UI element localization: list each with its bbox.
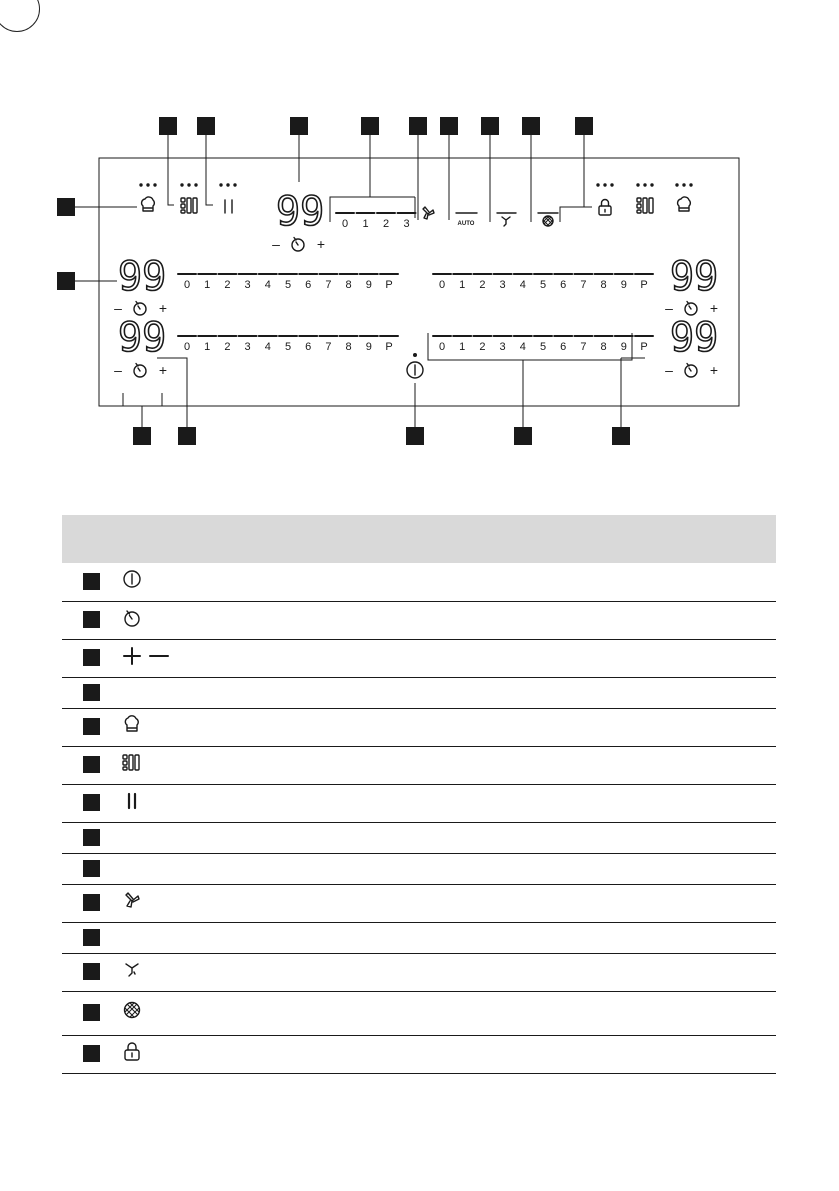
legend-row xyxy=(62,822,776,853)
number-marker xyxy=(83,894,100,911)
scale-label: 2 xyxy=(224,279,231,291)
scale-label: 7 xyxy=(325,341,332,353)
program-icon[interactable] xyxy=(181,198,197,213)
plus-minus-icon xyxy=(122,646,170,666)
legend-row xyxy=(62,991,776,1035)
scale-label: 7 xyxy=(580,341,587,353)
scale-label: 7 xyxy=(580,279,587,291)
pause-icon xyxy=(122,791,142,811)
timer-icon[interactable] xyxy=(134,302,146,316)
scale-label: 1 xyxy=(459,279,466,291)
indicator-dots xyxy=(219,183,236,186)
hood-fan-scale[interactable] xyxy=(336,213,416,230)
power-scale-right-top[interactable] xyxy=(433,274,653,291)
scale-label: 0 xyxy=(341,218,349,230)
lock-icon[interactable] xyxy=(599,200,611,216)
scale-label: 0 xyxy=(438,341,446,353)
legend-row xyxy=(62,784,776,822)
scale-label: 3 xyxy=(244,279,251,291)
scale-label: 9 xyxy=(365,279,372,291)
chef-hat-icon[interactable] xyxy=(142,197,155,211)
timer-icon[interactable] xyxy=(134,364,146,378)
power-scale-left-bottom[interactable] xyxy=(178,336,398,353)
scale-label: P xyxy=(640,341,648,353)
lock-icon xyxy=(122,1042,142,1062)
scale-label: P xyxy=(385,279,393,291)
number-marker xyxy=(83,684,100,701)
right-top-minus[interactable]: – xyxy=(665,300,673,316)
timer-icon[interactable] xyxy=(685,302,697,316)
auto-label: AUTO xyxy=(457,221,475,227)
scale-label: 9 xyxy=(620,279,627,291)
scale-label: 3 xyxy=(499,279,506,291)
legend-row xyxy=(62,746,776,784)
callout-squares-side xyxy=(57,198,75,290)
power-indicator-dot xyxy=(413,353,417,357)
legend-row xyxy=(62,953,776,991)
right-bottom-display: 99 xyxy=(670,315,719,361)
number-marker xyxy=(83,611,100,628)
right-bottom-plus[interactable]: + xyxy=(709,362,719,378)
legend-header-row xyxy=(62,515,776,563)
number-marker xyxy=(83,794,100,811)
timer-minus[interactable]: – xyxy=(272,236,280,252)
indicator-dots xyxy=(139,183,156,186)
pause-icon[interactable] xyxy=(225,200,232,213)
callout-squares-bottom xyxy=(133,427,630,445)
scale-label: 2 xyxy=(382,218,390,230)
number-marker xyxy=(83,573,100,590)
hood-light-icon[interactable] xyxy=(502,217,510,226)
hood-light-icon xyxy=(122,960,142,980)
left-top-display: 99 xyxy=(118,254,167,300)
scale-label: 3 xyxy=(244,341,251,353)
number-marker xyxy=(83,649,100,666)
timer-icon[interactable] xyxy=(685,364,697,378)
left-bottom-plus[interactable]: + xyxy=(158,362,168,378)
program-icon xyxy=(122,753,142,773)
scale-label: 3 xyxy=(403,218,410,230)
scale-label: 4 xyxy=(264,341,271,353)
indicator-dots xyxy=(675,183,692,186)
scale-label: 5 xyxy=(284,279,292,291)
legend-row xyxy=(62,1035,776,1073)
scale-label: 0 xyxy=(438,279,446,291)
scale-label: 6 xyxy=(305,341,312,353)
legend-row xyxy=(62,563,776,601)
callout-squares-top xyxy=(159,117,593,135)
scale-label: 6 xyxy=(305,279,312,291)
legend-row xyxy=(62,708,776,746)
indicator-dots xyxy=(636,183,653,186)
grease-filter-icon[interactable] xyxy=(543,216,553,226)
hood-fan-icon xyxy=(122,891,142,911)
power-icon[interactable] xyxy=(407,362,423,378)
legend-table xyxy=(62,515,776,1074)
scale-label: 1 xyxy=(204,341,211,353)
power-scale-right-bottom[interactable] xyxy=(433,336,653,353)
scale-label: 8 xyxy=(600,341,607,353)
scale-label: 5 xyxy=(284,341,292,353)
hood-fan-icon[interactable] xyxy=(423,207,434,219)
left-bottom-display: 99 xyxy=(118,315,167,361)
number-marker xyxy=(83,1045,100,1062)
number-marker xyxy=(83,718,100,735)
scale-label: 6 xyxy=(560,279,567,291)
scale-label: 2 xyxy=(479,279,486,291)
scale-label: 6 xyxy=(560,341,567,353)
timer-icon[interactable] xyxy=(292,238,304,252)
timer-icon xyxy=(122,608,142,628)
right-top-plus[interactable]: + xyxy=(709,300,719,316)
number-marker xyxy=(83,929,100,946)
legend-row xyxy=(62,853,776,884)
legend-row xyxy=(62,601,776,639)
right-top-display: 99 xyxy=(670,254,719,300)
left-top-plus[interactable]: + xyxy=(158,300,168,316)
scale-label: 1 xyxy=(204,279,211,291)
right-bottom-minus[interactable]: – xyxy=(665,362,673,378)
scale-label: 4 xyxy=(264,279,271,291)
scale-label: 3 xyxy=(499,341,506,353)
left-top-minus[interactable]: – xyxy=(114,300,122,316)
control-panel-diagram xyxy=(0,0,839,500)
timer-display: 99 xyxy=(276,189,325,235)
program-icon[interactable] xyxy=(637,198,653,213)
scale-label: 7 xyxy=(325,279,332,291)
scale-label: 5 xyxy=(539,279,547,291)
number-marker xyxy=(83,829,100,846)
number-marker xyxy=(83,963,100,980)
scale-label: P xyxy=(385,341,393,353)
scale-label: P xyxy=(640,279,648,291)
number-marker xyxy=(83,1004,100,1021)
timer-plus[interactable]: + xyxy=(316,236,326,252)
legend-row xyxy=(62,677,776,708)
scale-label: 0 xyxy=(183,279,191,291)
number-marker xyxy=(83,860,100,877)
grease-filter-icon xyxy=(122,1000,142,1020)
legend-row xyxy=(62,922,776,953)
power-scale-left-top[interactable] xyxy=(178,274,398,291)
legend-row xyxy=(62,639,776,677)
scale-label: 9 xyxy=(365,341,372,353)
indicator-dots xyxy=(180,183,197,186)
indicator-dots xyxy=(596,183,613,186)
scale-label: 8 xyxy=(600,279,607,291)
scale-label: 2 xyxy=(224,341,231,353)
power-icon xyxy=(122,569,142,589)
chef-hat-icon[interactable] xyxy=(678,197,691,211)
scale-label: 1 xyxy=(362,218,369,230)
chef-hat-icon xyxy=(122,715,142,735)
scale-label: 9 xyxy=(620,341,627,353)
legend-row xyxy=(62,884,776,922)
scale-label: 4 xyxy=(519,341,526,353)
number-marker xyxy=(83,756,100,773)
scale-label: 2 xyxy=(479,341,486,353)
scale-label: 5 xyxy=(539,341,547,353)
scale-label: 1 xyxy=(459,341,466,353)
scale-label: 8 xyxy=(345,341,352,353)
scale-label: 4 xyxy=(519,279,526,291)
left-bottom-minus[interactable]: – xyxy=(114,362,122,378)
scale-label: 0 xyxy=(183,341,191,353)
scale-label: 8 xyxy=(345,279,352,291)
